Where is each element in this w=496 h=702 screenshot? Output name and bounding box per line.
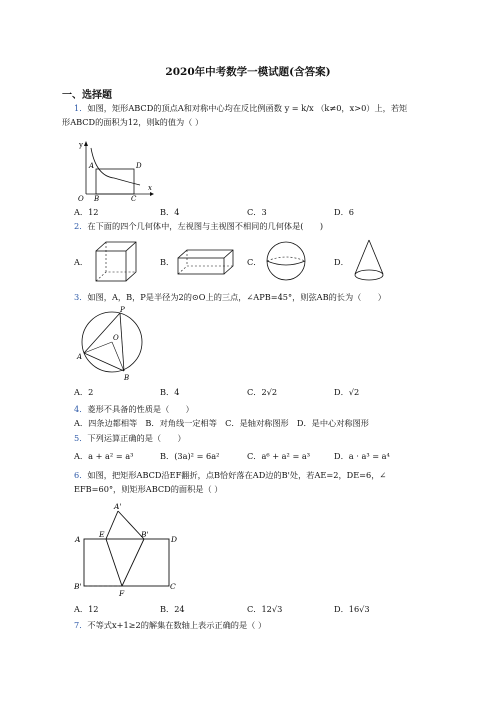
- q6-label-b-prime: B': [141, 530, 149, 539]
- q6-line1: [74, 470, 386, 481]
- q1-y-arrow: [84, 141, 88, 146]
- q3-label-b: B: [124, 374, 130, 382]
- q1-x-arrow: [150, 192, 154, 196]
- q7-text: 不等式x+1≥2的解集在数轴上表示正确的是（ ）: [87, 620, 267, 630]
- cuboid-figure: [175, 248, 237, 276]
- q2-option-c: C．: [247, 257, 262, 267]
- q4-options: A．四条边都相等 B．对角线一定相等 C．是轴对称图形 D．是中心对称图形: [74, 418, 369, 428]
- sphere-figure: [262, 240, 310, 282]
- q1-curve: [91, 148, 140, 185]
- q3-option-b: B．4: [160, 387, 180, 397]
- q3-radius-oa: [84, 342, 112, 353]
- q1-option-c: C．3: [247, 207, 267, 217]
- q5-option-d: D．a · a³ = a⁴: [334, 451, 390, 461]
- q5-option-b: B．(3a)² = 6a²: [160, 451, 220, 461]
- q6-rectangle: [84, 539, 169, 586]
- q1-text-line1: 如图，矩形ABCD的顶点A和对称中心均在反比例函数 y = k/x （k≠0，x>0）上，若矩: [87, 103, 408, 113]
- q1-label-c: C: [131, 195, 137, 202]
- q6-option-c: C．12√3: [247, 604, 283, 614]
- q3-label-o: O: [113, 334, 119, 342]
- q5-option-c: C．a⁶ + a² = a³: [247, 451, 311, 461]
- q6-label-d: D: [171, 535, 178, 544]
- cone-figure: [352, 238, 386, 284]
- q6-option-b: B．24: [160, 604, 185, 614]
- q2-option-a: A．: [74, 257, 89, 267]
- q7-number: 7．: [74, 620, 88, 630]
- q1-label-x: x: [148, 184, 152, 192]
- q1-option-d: D．6: [334, 207, 354, 217]
- q3-number: 3．: [74, 292, 88, 302]
- q5-option-a: A．a + a² = a³: [74, 451, 134, 461]
- q1-option-a: A．12: [74, 207, 99, 217]
- q6-fold-ef: [106, 539, 122, 586]
- q6-line-fb: [122, 539, 144, 586]
- q6-label-a: A: [75, 535, 81, 544]
- q1-figure: [76, 138, 158, 202]
- q3-label-a: A: [77, 353, 83, 361]
- q5-number: 5．: [74, 433, 88, 443]
- q4-line: [74, 404, 194, 415]
- q2-option-b: B．: [160, 257, 175, 267]
- q2-number: 2．: [74, 221, 88, 231]
- q1-label-b: B: [94, 195, 100, 202]
- q1-label-o: O: [78, 195, 84, 202]
- q6-label-c: C: [170, 582, 176, 591]
- q3-option-d: D．√2: [334, 387, 360, 397]
- q3-option-a: A．2: [74, 387, 94, 397]
- q1-number: 1．: [74, 103, 88, 113]
- q6-label-a-prime: A': [114, 502, 122, 511]
- q6-label-e: E: [99, 530, 105, 539]
- q6-figure: [74, 498, 184, 598]
- q2-text: 在下面的四个几何体中，左视图与主视图不相同的几何体是( ): [87, 221, 324, 231]
- q6-label-b-prime-lower: B': [74, 582, 82, 591]
- q4-number: 4．: [74, 404, 88, 414]
- q6-option-a: A．12: [74, 604, 99, 614]
- section-heading: 一、选择题: [62, 90, 112, 101]
- q7-line: [74, 620, 266, 631]
- q1-line1: [74, 103, 407, 114]
- q2-line: [74, 221, 323, 232]
- cube-figure: [92, 239, 142, 283]
- q3-figure: [76, 304, 148, 382]
- q1-label-y: y: [79, 141, 83, 149]
- q5-text: 下列运算正确的是（ ）: [87, 433, 186, 443]
- q6-line-ea: [106, 511, 118, 539]
- q5-line: [74, 433, 186, 444]
- q6-option-d: D．16√3: [334, 604, 370, 614]
- q6-text-line1: 如图，把矩形ABCD沿EF翻折，点B恰好落在AD边的B'处，若AE=2，DE=6，∠: [87, 470, 387, 480]
- q3-line-pa: [84, 313, 120, 353]
- q1-option-b: B．4: [160, 207, 180, 217]
- q2-option-d: D．: [334, 257, 349, 267]
- q6-label-f: F: [119, 589, 125, 598]
- q1-label-d: D: [136, 162, 142, 170]
- q3-label-p: P: [120, 306, 125, 314]
- q3-option-c: C．2√2: [247, 387, 278, 397]
- q3-text: 如图，A，B，P是半径为2的⊙O上的三点，∠APB=45°，则弦AB的长为（ ）: [87, 292, 386, 302]
- q3-line: [74, 292, 386, 303]
- q6-text-line2: EFB=60°，则矩形ABCD的面积是（ ）: [74, 484, 223, 494]
- q6-number: 6．: [74, 470, 88, 480]
- q1-text-line2: 形ABCD的面积为12，则k的值为（ ）: [62, 117, 204, 127]
- page-title: 2020年中考数学一模试题(含答案): [165, 66, 331, 78]
- q1-label-a: A: [89, 162, 95, 170]
- q4-text: 菱形不具备的性质是（ ）: [87, 404, 194, 414]
